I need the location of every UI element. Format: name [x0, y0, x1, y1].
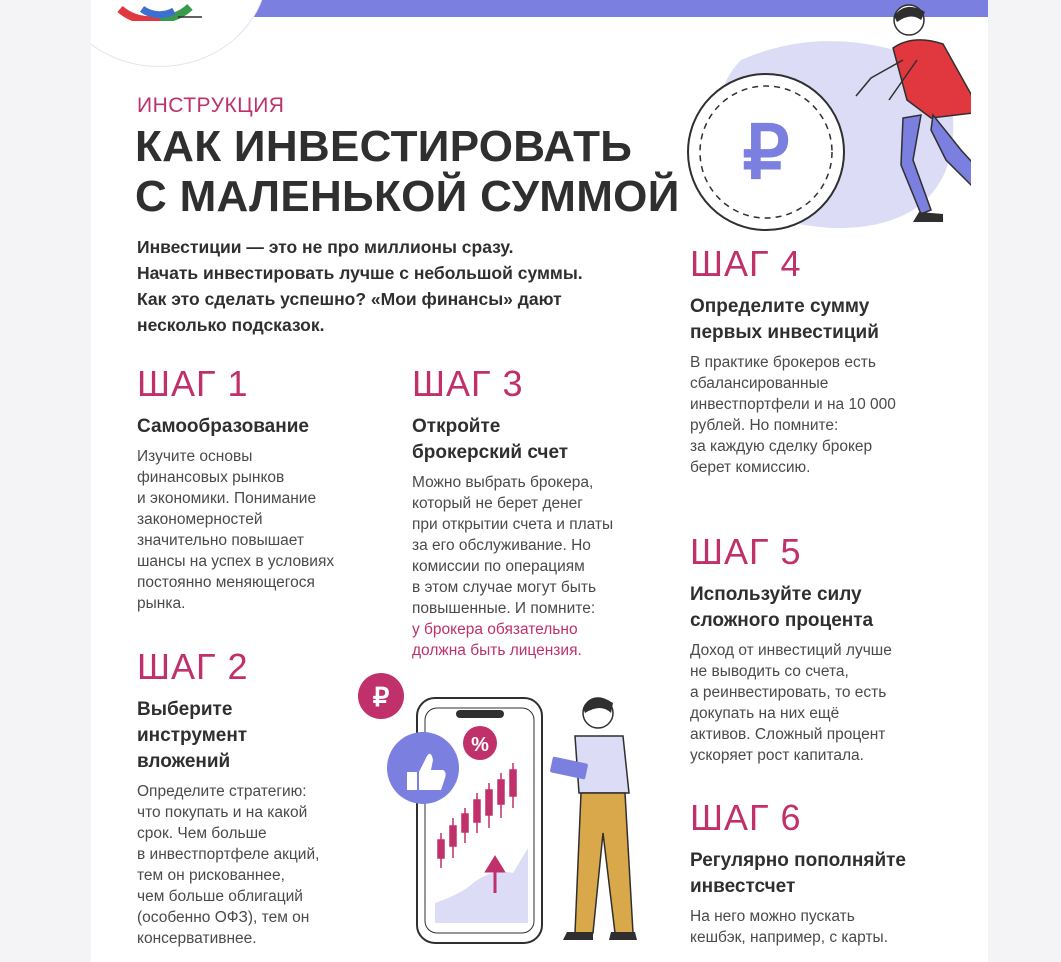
category-tag: ИНСТРУКЦИЯ [137, 94, 285, 117]
step-text: Изучите основы финансовых рынков и экономики. Понимание закономерностей значительно повышает шансы на успех в условиях постоянно меняющегося рынка. [137, 448, 335, 612]
step-text: На него можно пускать кешбэк, например, с карты. [690, 908, 889, 946]
coin-rolling-illustration [681, 0, 971, 235]
phone-chart-illustration [353, 668, 653, 948]
step-number: ШАГ 5 [690, 531, 802, 572]
step-heading: Используйте силу сложного процента [690, 584, 874, 631]
logo-icon [112, 0, 212, 21]
step-number: ШАГ 1 [137, 363, 249, 404]
step-heading: Регулярно пополняйте инвестсчет [690, 850, 906, 897]
page-title [135, 122, 680, 222]
title-line-2: С МАЛЕНЬКОЙ СУММОЙ [135, 172, 680, 221]
infographic-page [91, 0, 988, 962]
step-text: Определите стратегию: что покупать и на какой срок. Чем больше в инвестпортфеле акций, тем он рискованнее, чем больше облигаций (особенно ОФЗ), тем он консервативнее. [137, 783, 320, 947]
title-line-1: КАК ИНВЕСТИРОВАТЬ [135, 122, 633, 171]
step-highlight-text: у брокера обязательно должна быть лицензия. [412, 621, 582, 659]
step-1 [137, 364, 387, 614]
step-4 [690, 244, 960, 478]
step-number: ШАГ 4 [690, 243, 802, 284]
step-heading: Откройте брокерский счет [412, 416, 569, 463]
ruble-badge-icon: ₽ [372, 682, 390, 712]
logo-badge [91, 0, 268, 67]
step-5 [690, 532, 960, 766]
step-number: ШАГ 3 [412, 363, 524, 404]
step-heading: Выберите инструмент вложений [137, 699, 248, 772]
step-heading: Определите сумму первых инвестиций [690, 296, 879, 343]
step-3 [412, 364, 672, 661]
step-text: Доход от инвестиций лучше не выводить со счета, а реинвестировать, то есть докупать на них ещё активов. Сложный процент ускоряет рост капитала. [690, 642, 892, 764]
step-heading: Самообразование [137, 416, 309, 437]
step-number: ШАГ 2 [137, 646, 249, 687]
percent-badge-icon: % [471, 734, 489, 756]
step-2 [137, 647, 387, 949]
ruble-coin-icon: ₽ [742, 111, 790, 194]
intro-text: Инвестиции — это не про миллионы сразу. Начать инвестировать лучше с небольшой суммы. Как это сделать успешно? «Мои финансы» дают несколько подсказок. [137, 237, 583, 335]
step-6 [690, 798, 960, 948]
step-number: ШАГ 6 [690, 797, 802, 838]
step-text: В практике брокеров есть сбалансированные инвестпортфели и на 10 000 рублей. Но помните: за каждую сделку брокер берет комиссию. [690, 354, 896, 476]
step-text: Можно выбрать брокера, который не берет денег при открытии счета и платы за его обслуживание. Но комиссии по операциям в этом случае могут быть повышенные. И помните: [412, 474, 614, 617]
